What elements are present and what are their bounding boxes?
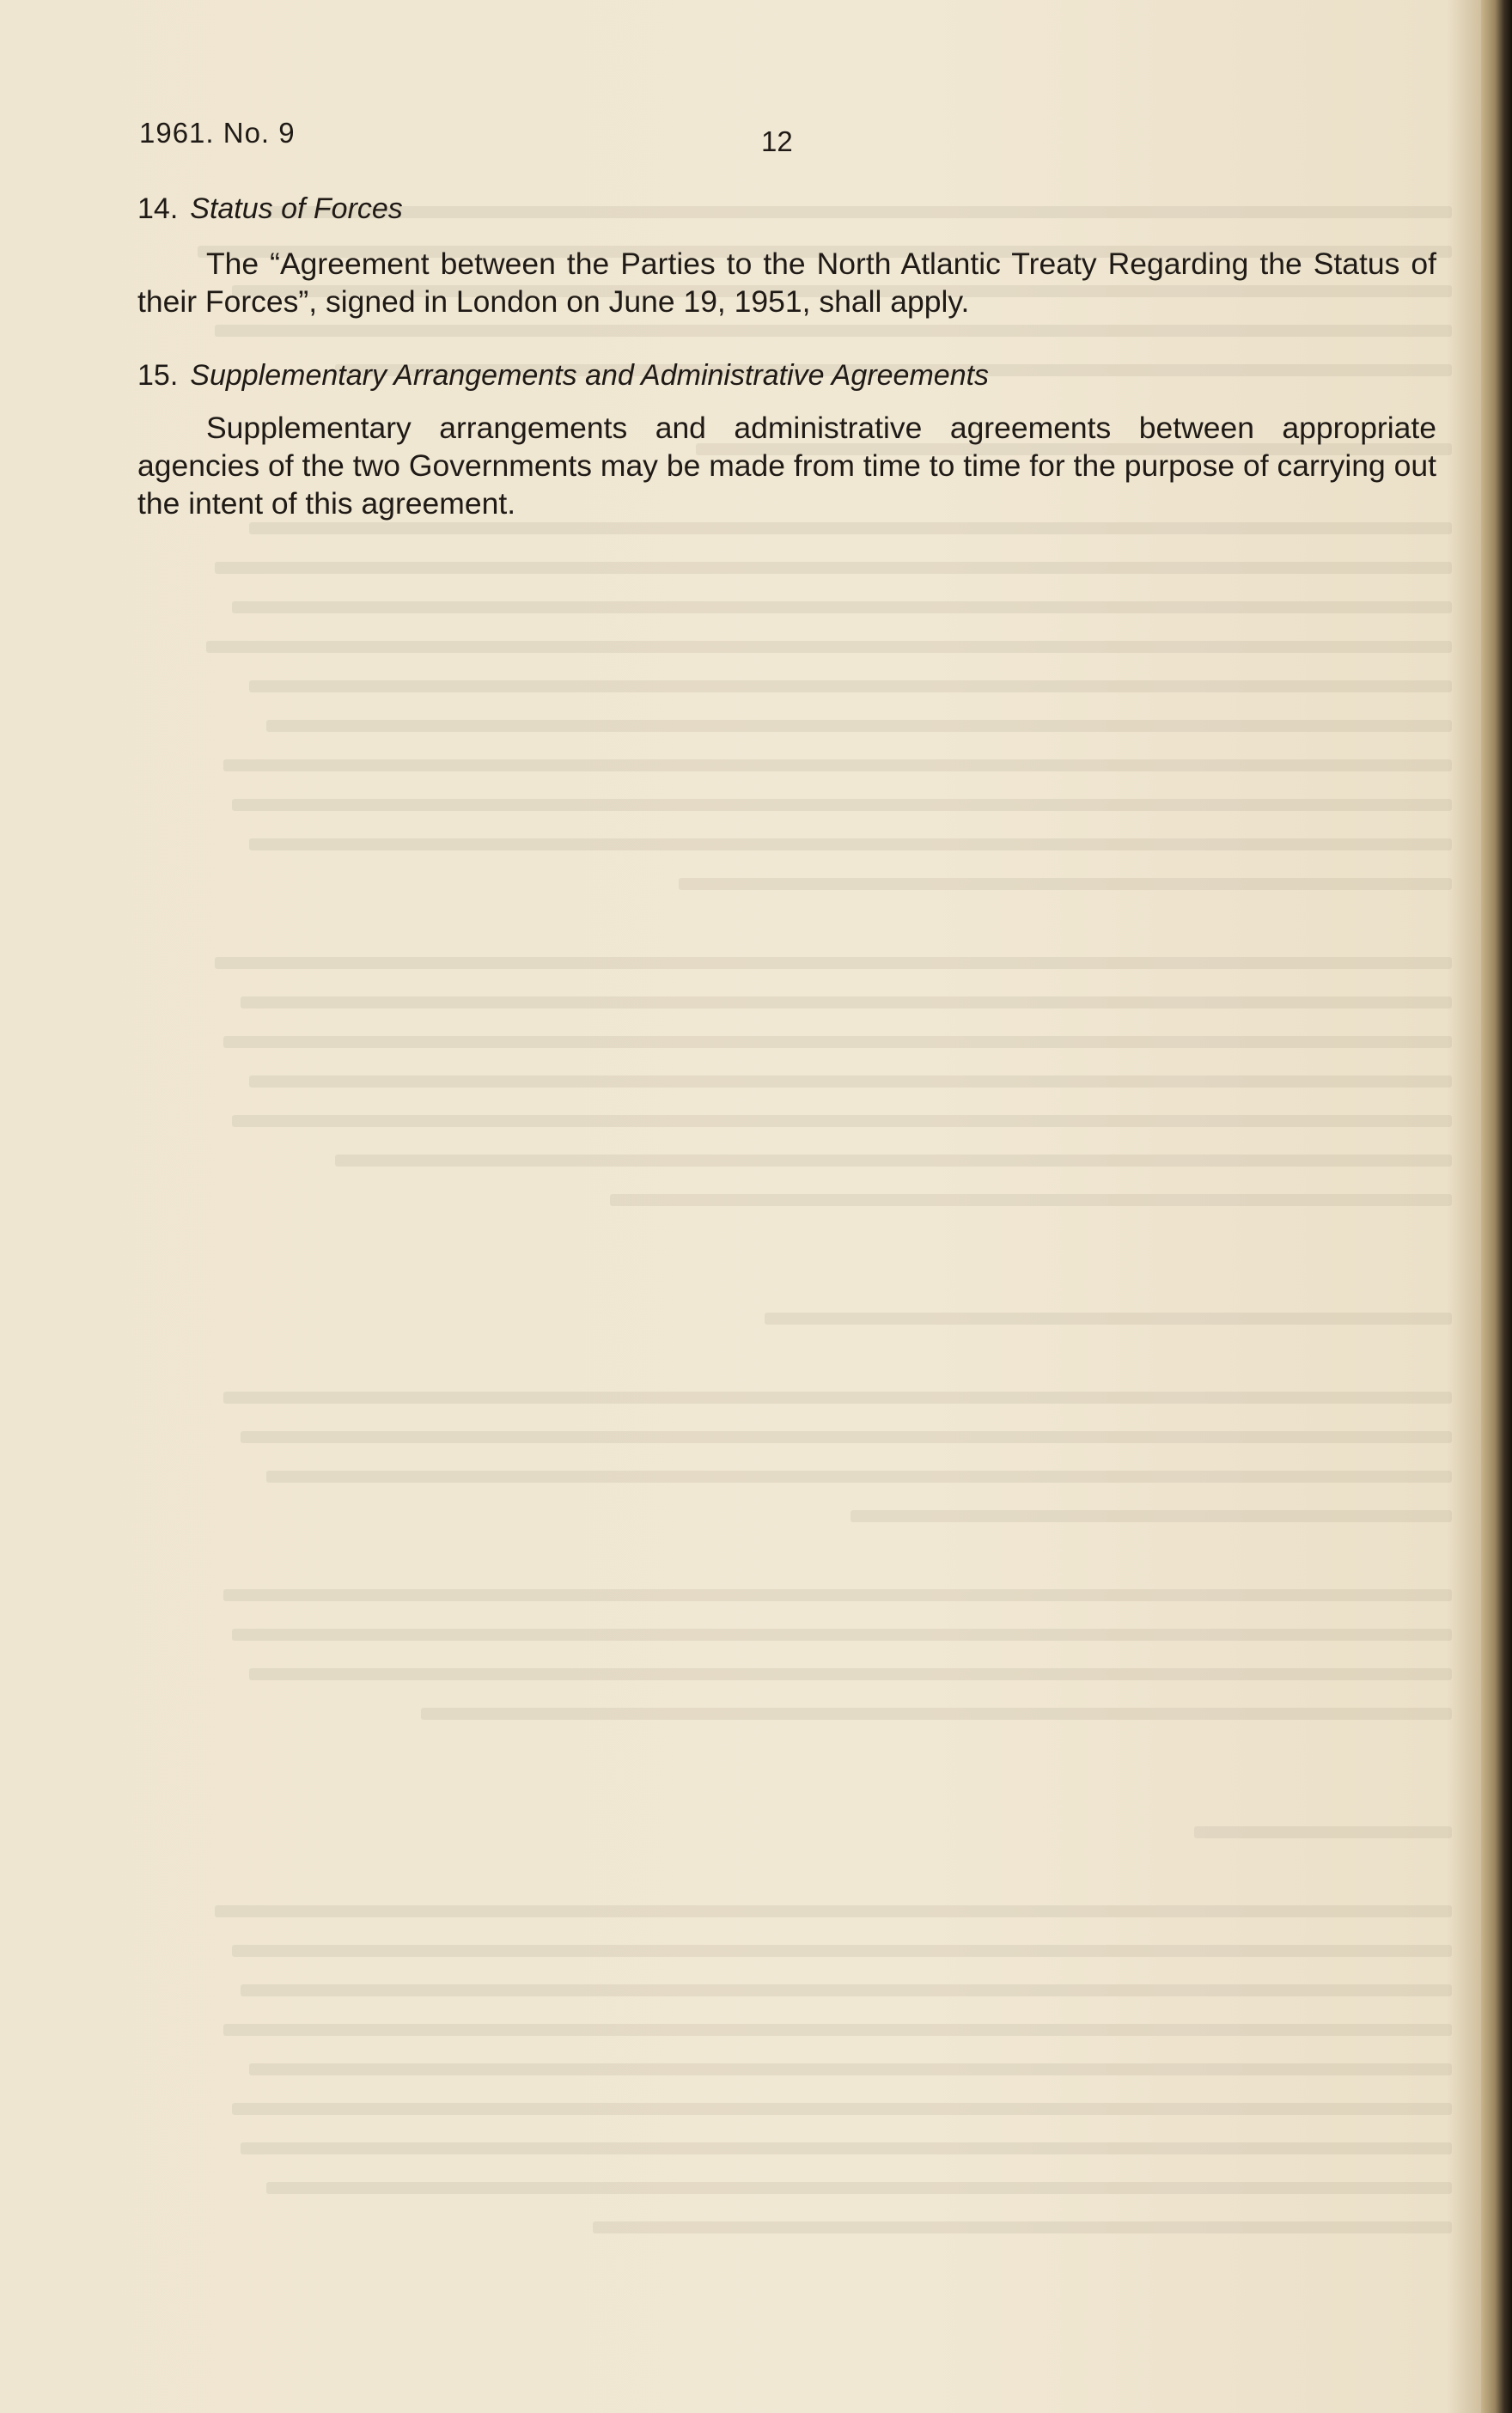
- section-15-heading: [137, 359, 989, 393]
- section-15-number: 15.: [137, 359, 179, 392]
- page-number: 12: [761, 125, 793, 157]
- document-number: 1961. No. 9: [139, 117, 296, 149]
- section-14-heading: [137, 192, 403, 226]
- section-14-number: 14.: [137, 192, 179, 225]
- section-15-title: Supplementary Arrangements and Administrative Agreements: [190, 359, 990, 392]
- section-14-text: The “Agreement between the Parties to the North Atlantic Treaty Regarding the Status of their Forces”, signed in London on June 19, 1951, shall apply.: [137, 247, 1436, 319]
- section-15-text: Supplementary arrangements and administrative agreements between appropriate agencies of the two Governments may be made from time to time for the purpose of carrying out the intent of this agreement.: [137, 411, 1436, 521]
- binding-shadow: [1447, 0, 1481, 2413]
- binding-edge: [1481, 0, 1512, 2413]
- section-14-title: Status of Forces: [190, 192, 403, 225]
